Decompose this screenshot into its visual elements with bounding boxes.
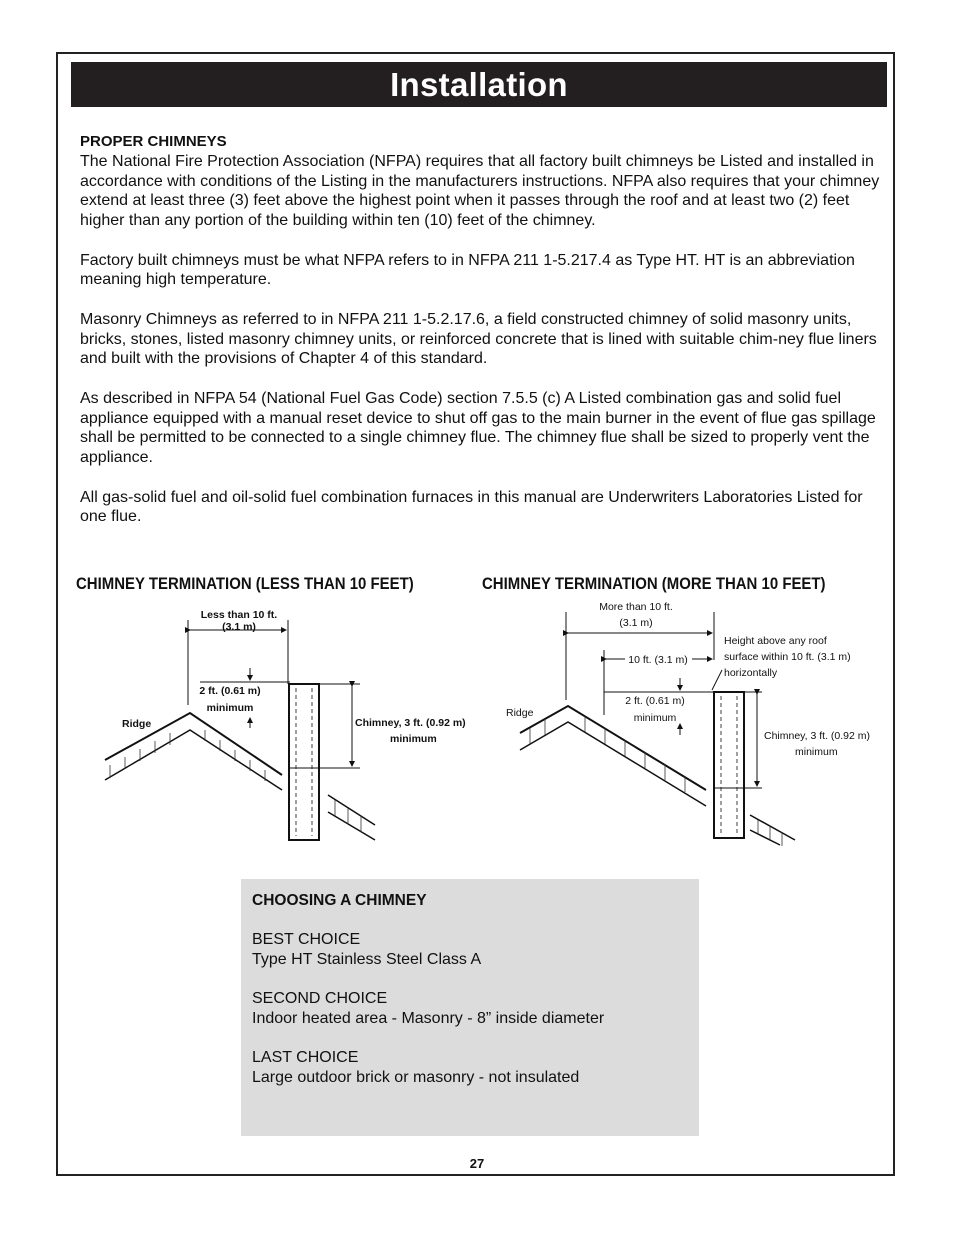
paragraph: Masonry Chimneys as referred to in NFPA 211 1-5.2.17.6, a field constructed chimney of solid masonry units, bricks, stones, listed masonry chimney units, or reinforced concrete that is lined with suitable chim-ney flue liners and built with the provisions of Chapter 4 of this standard. [80, 310, 877, 368]
min-height-label: 2 ft. (0.61 m) [199, 685, 261, 697]
chimney [289, 684, 319, 840]
choice-rank: BEST CHOICE [252, 931, 361, 948]
ridge-label: Ridge [122, 718, 152, 730]
distance-label: More than 10 ft. [599, 601, 673, 613]
choice-rank: SECOND CHOICE [252, 990, 388, 1007]
chimney-height-label-2: minimum [795, 746, 838, 758]
chimney [714, 692, 744, 838]
choice-detail: Indoor heated area - Masonry - 8” inside diameter [252, 1010, 605, 1027]
chimney-diagram-more-than-10ft [500, 598, 895, 848]
lower-roof-hatching [335, 800, 361, 832]
distance-label-metric: (3.1 m) [619, 617, 653, 629]
choice-rank: LAST CHOICE [252, 1049, 359, 1066]
page-title-bar [71, 62, 887, 107]
distance-label: Less than 10 ft. [200, 609, 278, 621]
height-label-1: Height above any roof [724, 635, 827, 647]
chimney-height-label-2: minimum [390, 733, 437, 745]
chimney-height-label: Chimney, 3 ft. (0.92 m) [355, 717, 466, 729]
min-height-label: 2 ft. (0.61 m) [625, 695, 685, 707]
chimney-diagram-less-than-10ft [95, 600, 466, 850]
diagram-title-more-than-10ft: CHIMNEY TERMINATION (MORE THAN 10 FEET) [482, 574, 826, 593]
min-height-label-2: minimum [206, 702, 254, 714]
page-title: Installation [390, 66, 568, 103]
choice-item [252, 989, 688, 1029]
section-heading: PROPER CHIMNEYS [80, 133, 227, 150]
choice-item [252, 930, 688, 970]
min-height-label-2: minimum [633, 712, 677, 724]
paragraph: Factory built chimneys must be what NFPA refers to in NFPA 211 1-5.217.4 as Type HT. HT is an abbreviation meaning high temperature. [80, 251, 855, 289]
paragraph: As described in NFPA 54 (National Fuel Gas Code) section 7.5.5 (c) A Listed combination gas and solid fuel appliance equipped with a manual reset device to shut off gas to the main burner in the event of flue gas spillage shall be permitted to be connected to a single chimney flue. The chimney flue shall be sized to properly vent the appliance. [80, 389, 876, 467]
roof-hatching [530, 716, 685, 792]
proper-chimneys-section [80, 132, 880, 547]
distance-label-metric: (3.1 m) [222, 621, 256, 633]
paragraph: The National Fire Protection Association (NFPA) requires that all factory built chimneys be Listed and installed in accordance with conditions of the Listing in the manufacturers instructions. NFPA also requires that your chimney extend at least three (3) feet above the highest point when it passes through the roof and at least two (2) feet higher than any portion of the building within ten (10) feet of the chimney. [80, 152, 880, 230]
paragraph: All gas-solid fuel and oil-solid fuel combination furnaces in this manual are Underwriters Laboratories Listed for one flue. [80, 488, 863, 526]
height-label-2: surface within 10 ft. (3.1 m) [724, 651, 851, 663]
choice-detail: Type HT Stainless Steel Class A [252, 951, 482, 968]
ten-ft-label: 10 ft. (3.1 m) [628, 654, 688, 666]
roof-underside [520, 722, 706, 806]
choice-item [252, 1048, 688, 1088]
choosing-title: CHOOSING A CHIMNEY [252, 892, 427, 909]
lower-roof-hatching [758, 820, 782, 846]
lower-roof [750, 815, 795, 845]
choosing-chimney-box [241, 879, 699, 1136]
roof-hatching [110, 730, 265, 781]
chimney-height-label: Chimney, 3 ft. (0.92 m) [764, 730, 871, 742]
choice-detail: Large outdoor brick or masonry - not insulated [252, 1069, 580, 1086]
roof-outline [520, 706, 706, 790]
roof-underside [105, 730, 282, 790]
height-leader [712, 670, 722, 690]
page-number: 27 [469, 1156, 485, 1171]
ridge-label: Ridge [506, 707, 534, 719]
diagram-title-less-than-10ft: CHIMNEY TERMINATION (LESS THAN 10 FEET) [76, 574, 414, 593]
height-label-3: horizontally [724, 667, 778, 679]
